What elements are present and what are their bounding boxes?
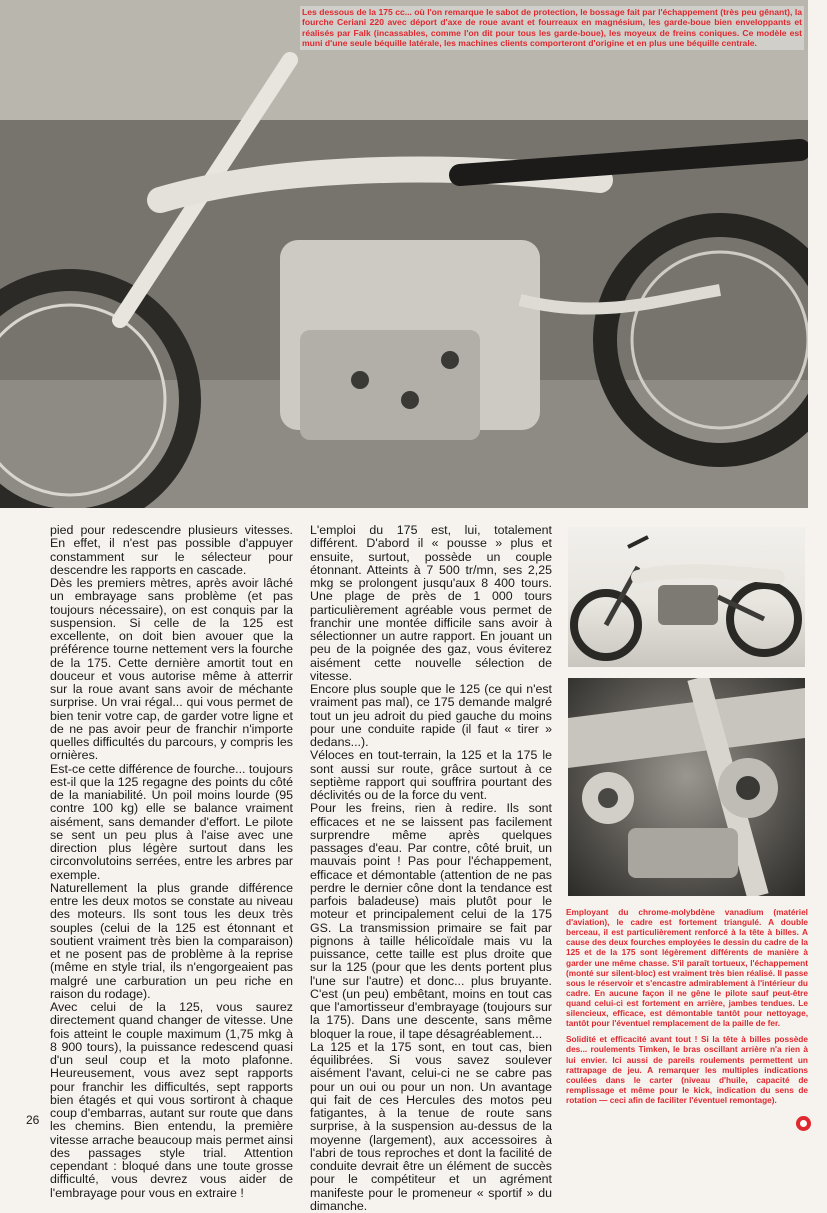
article-column-left xyxy=(50,524,293,1200)
paragraph: Naturellement la plus grande différence entre les deux motos se constate au niveau des moteurs. Ils sont tous les deux très souples (celui de la 125 est étonnant et soutient vraiment très bien la comparaison) et ne posent pas de problème à la reprise (même en style trial, ils n'engorgeaient pas malgré une carburation un peu riche en raison du rodage). xyxy=(50,880,293,1001)
paragraph: Avec celui de la 125, vous saurez directement quand changer de vitesse. Une fois atteint le couple maximum (1,75 mkg à 8 900 tours), la puissance redescend quasi d'un seul coup et la moto plafonne. Heureusement, vous avez sept rapports pour franchir les difficultés, sept rapports bien étagés et qui vous sortiront à chaque coup d'embarras, autant sur route que dans les chemins. Bien entendu, la première vitesse arrache beaucoup mais permet ainsi des passages style trial. Attention cependant : bloqué dans une toute grosse difficulté, vous devrez vous aider de l'embrayage pour vous en extraire ! xyxy=(50,1000,293,1200)
page-number: 26 xyxy=(26,1113,40,1127)
frame-detail-illustration xyxy=(568,678,805,896)
paragraph: pied pour redescendre plusieurs vitesses. En effet, il n'est pas possible d'appuyer constamment sur le sélecteur pour descendre les rapports en cascade. xyxy=(50,523,293,577)
end-mark-icon xyxy=(796,1116,811,1131)
paragraph: Véloces en tout-terrain, la 125 et la 175 le sont aussi sur route, grâce surtout à ce septième rapport qui souffrira pourtant des déclivités ou de la force du vent. xyxy=(310,748,552,802)
paragraph: Pour les freins, rien à redire. Ils sont efficaces et ne se laissent pas facilement surprendre même après quelques passages d'eau. Par contre, côté bruit, un mauvais point ! Pas pour l'échappement, efficace et démontable (attention de ne pas perdre le dernier cône dont la tendance est parfois baladeuse) mais plutôt pour le moteur et principalement celui de la 175 GS. La transmission primaire se fait par pignons à taille hélicoïdale mais vu la puissance, cette taille est plus droite que sur la 125 (pour que les dents portent plus l'une sur l'autre) et donc... plus bruyante. C'est (un peu) embêtant, moins en tout cas que l'amortisseur d'embrayage (toujours sur la 175). Dans une descente, sans même bloquer la roue, il tape désagréablement... xyxy=(310,801,552,1041)
frame-caption: Employant du chrome-molybdène vanadium (matériel d'aviation), le cadre est fortement triangulé. A double berceau, il est particulièrement renforcé à la tête à billes. A cause des deux fourches employées le dessin du cadre de la 125 et de la 175 sont légèrement différents de manière à garder une même chasse. S'il paraît tortueux, l'échappement (monté sur silent-bloc) est vraiment très bien réalisé. Il passe sous le réservoir et s'encastre admirablement à l'intérieur du cadre. En aucune façon il ne gêne le pilote sauf peut-être quand celui-ci est fortement en arrière, jambes tendues. Le silencieux, efficace, est démontable tantôt pour nettoyage, tantôt pour l'éventuel remplacement de la paille de fer. xyxy=(566,907,808,1029)
side-captions xyxy=(566,907,808,1111)
motorcycle-illustration xyxy=(0,0,808,508)
article-column-middle xyxy=(310,524,552,1213)
paragraph: Dès les premiers mètres, après avoir lâché un embrayage sans problème (et pas toujours nécessaire), on est conquis par la suspension. Si celle de la 125 est excellente, on doit bien avouer que la préférence tourne nettement vers la fourche de la 175. Cette dernière amortit tout en douceur et vous autorise même à atterrir sur la roue avant sans avoir de méchante surprise. Un vrai régal... qui vous permet de bien tenir votre cap, de garder votre ligne et de ne pas avoir peur de franchir n'importe quelles difficultés du parcours, y compris les ornières. xyxy=(50,576,293,763)
paragraph: Encore plus souple que le 125 (ce qui n'est vraiment pas mal), ce 175 demande malgré tout un jeu adroit du pied gauche du moins pour une conduite rapide (il faut « tirer » dedans...). xyxy=(310,682,552,749)
motorcycle-side-photo xyxy=(568,527,805,667)
motorcycle-underside-photo xyxy=(0,0,808,508)
frame-detail-photo xyxy=(568,678,805,896)
photo-caption: Les dessous de la 175 cc... où l'on remarque le sabot de protection, le bossage fait par l'échappement (très peu gênant), la fourche Ceriani 220 avec déport d'axe de roue avant et fourreaux en magnésium, les garde-boue bien enveloppants et réalisés par Falk (incassables, comme l'on dit pour tous les garde-boue), les moyeux de freins coniques. Ce modèle est muni d'une seule béquille latérale, les machines clients comporteront d'origine et en plus une béquille centrale. xyxy=(302,7,802,49)
paragraph: Est-ce cette différence de fourche... toujours est-il que la 125 regagne des points du côté de la maniabilité. Un poil moins lourde (95 contre 100 kg) elle se balance vraiment aisément, sans demander d'effort. Le pilote se sent un peu plus à l'aise avec une direction plus légère surtout dans les circonvolutoins serrées, entre les arbres par exemple. xyxy=(50,761,293,882)
paragraph: L'emploi du 175 est, lui, totalement différent. D'abord il « pousse » plus et ensuite, surtout, possède un couple étonnant. Atteints à 7 500 tr/mn, ses 2,25 mkg se prolongent jusqu'aux 8 400 tours. Une plage de près de 1 000 tours particulièrement agréable vous permet de franchir une montée difficile sans avoir à sélectionner un autre rapport. En jouant un peu de la poignée des gaz, vous éviterez aisément cette nouvelle sélection de vitesse. xyxy=(310,523,552,683)
bearing-caption: Solidité et efficacité avant tout ! Si la tête à billes possède des... roulements Timken, le bras oscillant arrière n'a rien à lui envier. Ici aussi de pareils roulements permettent un rattrapage de jeu. A remarquer les multiples indications coulées dans le carter (niveau d'huile, capacité de remplissage et même pour le kick, indication du sens de rotation — ceci afin de faciliter l'éventuel remontage). xyxy=(566,1034,808,1105)
motorcycle-side-illustration xyxy=(568,527,805,667)
paragraph: La 125 et la 175 sont, en tout cas, bien équilibrées. Si vous savez soulever aisément l'avant, celui-ci ne se cabre pas pour un oui ou pour un non. Un avantage qui fait de ces Hercules des motos peu fatigantes, à la tenue de route sans surprise, à la suspension au-dessus de la moyenne (largement), aux accessoires à l'abri de tous reproches et dont la facilité de conduite devrait être un élément de succès pour le compétiteur et un agrément manifeste pour le promeneur « sportif » du dimanche. xyxy=(310,1039,552,1213)
